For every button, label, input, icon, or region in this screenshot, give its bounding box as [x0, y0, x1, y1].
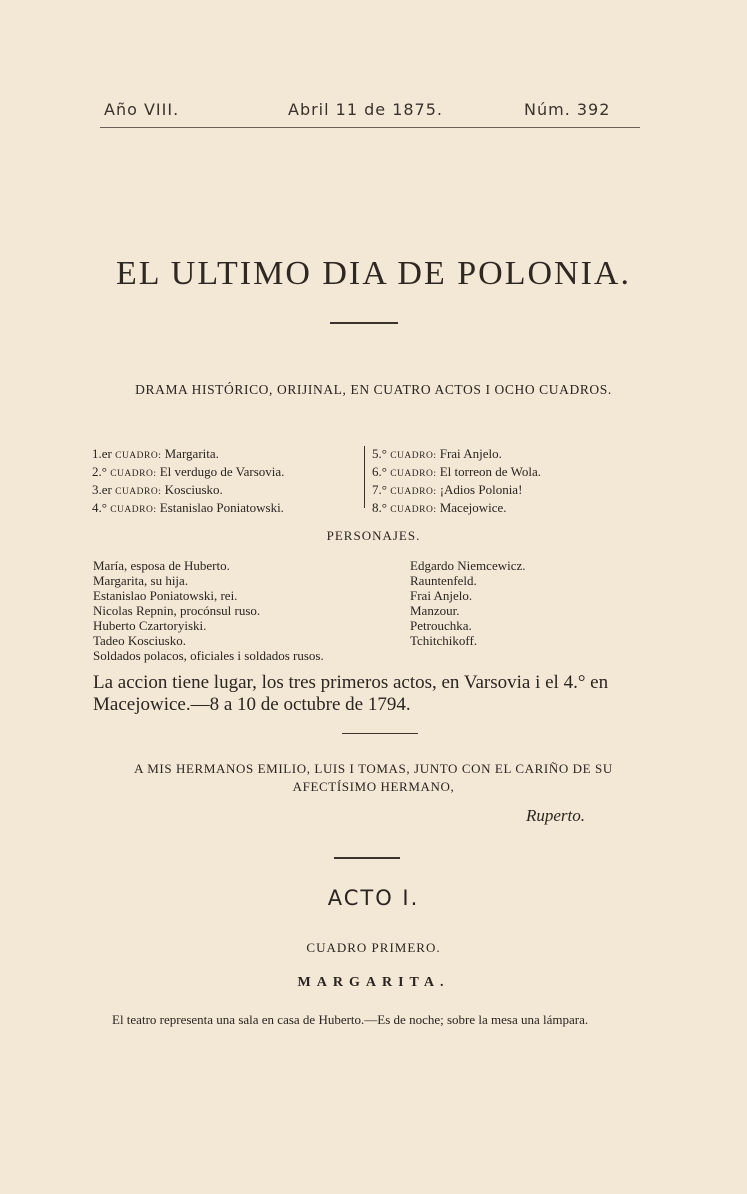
drama-subtitle: DRAMA HISTÓRICO, ORIJINAL, EN CUATRO ACTOS I OCHO CUADROS.	[135, 382, 612, 397]
personaje-item: Estanislao Poniatowski, rei.	[93, 588, 238, 603]
personaje-item: Frai Anjelo.	[410, 588, 473, 603]
cuadro-title: MARGARITA.	[297, 975, 450, 990]
cuadro-item: 5.° CUADRO: Frai Anjelo.	[372, 446, 502, 461]
personaje-item: Manzour.	[410, 603, 460, 618]
personaje-item: María, esposa de Huberto.	[93, 558, 230, 573]
header-number: Núm. 392	[524, 100, 611, 119]
stage-direction: El teatro representa una sala en casa de Huberto.—Es de noche; sobre la mesa una lámpara.	[112, 1012, 589, 1027]
header-date: Abril 11 de 1875.	[288, 100, 443, 119]
header-rule	[100, 127, 640, 128]
personajes-heading: PERSONAJES.	[326, 528, 421, 543]
personajes-right-list	[410, 558, 526, 648]
cuadro-item: 3.er CUADRO: Kosciusko.	[92, 482, 223, 497]
section-rule	[342, 733, 418, 734]
cuadro-item: 6.° CUADRO: El torreon de Wola.	[372, 464, 541, 479]
cuadro-item: 1.er CUADRO: Margarita.	[92, 446, 219, 461]
personajes-left-list	[93, 558, 324, 663]
cuadros-left-list	[92, 446, 284, 518]
personaje-item: Huberto Czartoryiski.	[93, 618, 207, 633]
cuadros-right-list	[372, 446, 541, 518]
personaje-item: Nicolas Repnin, procónsul ruso.	[93, 603, 261, 618]
personaje-item: Petrouchka.	[410, 618, 472, 633]
personaje-item: Tadeo Kosciusko.	[93, 633, 186, 648]
acto-rule	[334, 857, 400, 859]
cuadros-divider	[364, 446, 365, 508]
cuadro-item: 4.° CUADRO: Estanislao Poniatowski.	[92, 500, 284, 515]
personaje-item: Soldados polacos, oficiales i soldados rusos.	[93, 648, 324, 663]
header-year: Año VIII.	[104, 100, 180, 119]
personaje-item: Rauntenfeld.	[410, 573, 477, 588]
cuadro-item: 7.° CUADRO: ¡Adios Polonia!	[372, 482, 523, 497]
cuadro-item: 2.° CUADRO: El verdugo de Varsovia.	[92, 464, 285, 479]
dedicatoria	[0, 760, 747, 796]
drama-title: EL ULTIMO DIA DE POLONIA.	[116, 255, 631, 292]
dedicatoria-line-2: AFECTÍSIMO HERMANO,	[292, 779, 455, 794]
personaje-item: Tchitchikoff.	[410, 633, 478, 648]
cuadro-item: 8.° CUADRO: Macejowice.	[372, 500, 507, 515]
personaje-item: Margarita, su hija.	[93, 573, 189, 588]
personaje-item: Edgardo Niemcewicz.	[410, 558, 526, 573]
dedicatoria-line-1: A MIS HERMANOS EMILIO, LUIS I TOMAS, JUNTO CON EL CARIÑO DE SU	[134, 761, 613, 776]
accion-paragraph: La accion tiene lugar, los tres primeros actos, en Varsovia i el 4.° en Macejowice.—8 a 10 de octubre de 1794.	[93, 672, 609, 715]
acto-heading: ACTO I.	[327, 886, 420, 910]
signature: Ruperto.	[525, 806, 585, 825]
title-rule	[330, 322, 398, 324]
cuadro-heading: CUADRO PRIMERO.	[306, 940, 441, 955]
